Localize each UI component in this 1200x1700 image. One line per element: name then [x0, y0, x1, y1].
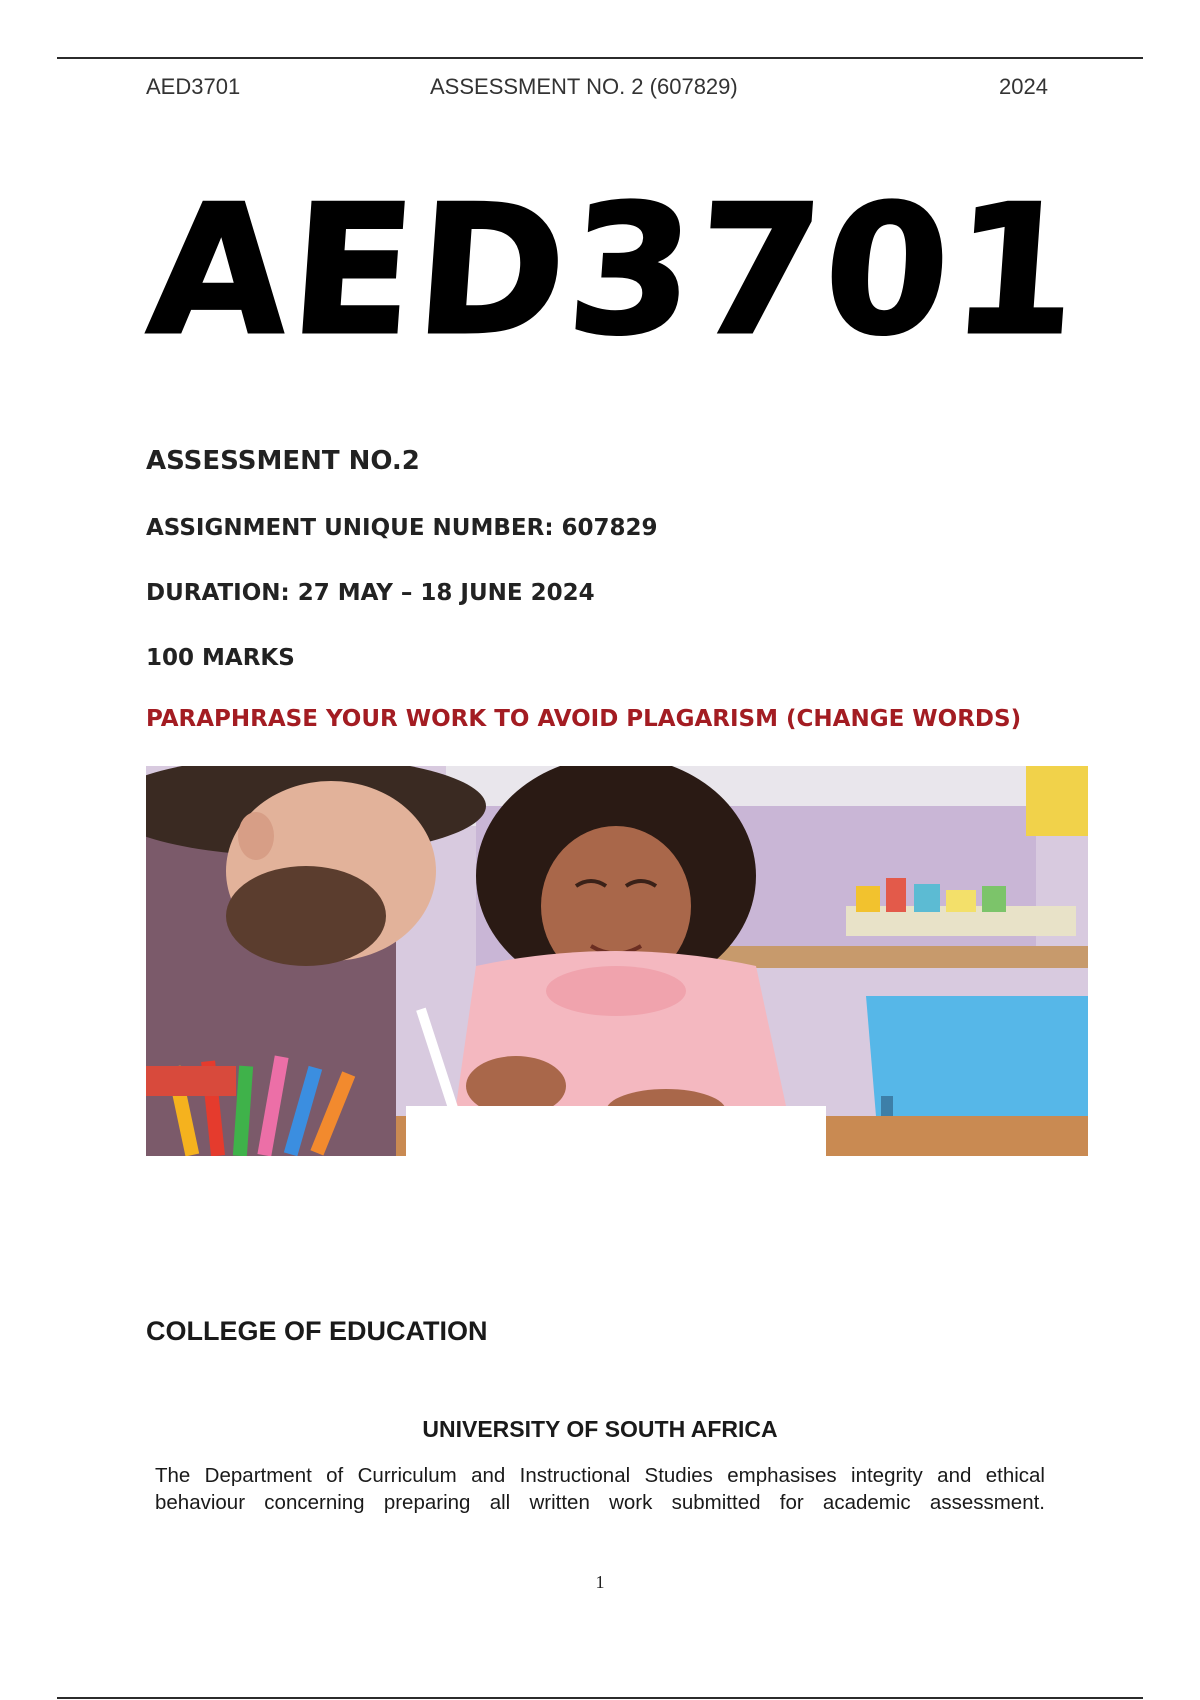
classroom-photo-icon: [146, 766, 1088, 1156]
statement-line-1: The Department of Curriculum and Instructional Studies emphasises integrity and ethical: [155, 1464, 1045, 1487]
assessment-number: ASSESSMENT NO.2: [146, 446, 420, 476]
duration: DURATION: 27 MAY – 18 JUNE 2024: [146, 580, 595, 606]
marks: 100 MARKS: [146, 645, 295, 671]
statement-line-2: behaviour concerning preparing all written work submitted for academic assessment.: [155, 1491, 1045, 1514]
plagiarism-warning: PARAPHRASE YOUR WORK TO AVOID PLAGARISM (CHANGE WORDS): [146, 706, 1022, 732]
university-name: UNIVERSITY OF SOUTH AFRICA: [422, 1416, 778, 1442]
bottom-rule: [57, 1697, 1143, 1699]
page-number: 1: [595, 1572, 605, 1592]
header-assessment: ASSESSMENT NO. 2 (607829): [430, 74, 738, 99]
running-header: [0, 74, 1200, 104]
college-name: COLLEGE OF EDUCATION: [146, 1316, 488, 1346]
header-course-code: AED3701: [146, 74, 241, 99]
integrity-statement: [155, 1462, 1045, 1516]
top-rule: [57, 57, 1143, 59]
unique-number: ASSIGNMENT UNIQUE NUMBER: 607829: [146, 515, 658, 541]
course-code-title: AED3701: [142, 167, 1088, 374]
header-year: 2024: [999, 74, 1048, 99]
